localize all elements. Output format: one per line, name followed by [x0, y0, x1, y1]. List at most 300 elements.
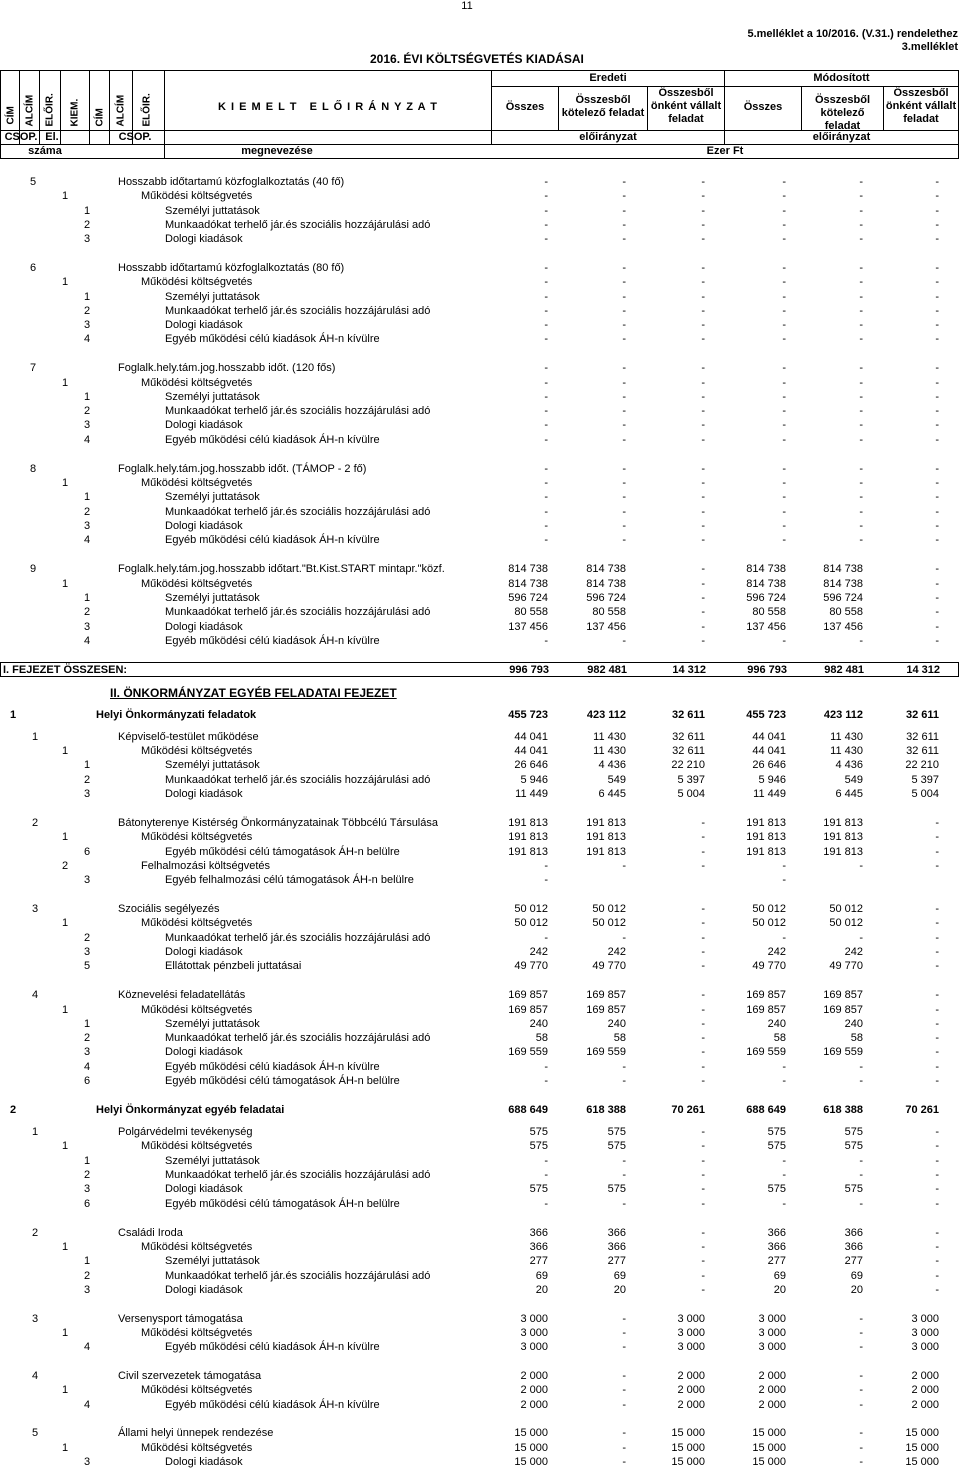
- row-value: -: [859, 635, 863, 647]
- row-value: 44 041: [514, 745, 548, 757]
- row-value: 814 738: [823, 563, 863, 575]
- table-row: [0, 860, 960, 874]
- row-value: 455 723: [746, 709, 786, 721]
- row-value: 366: [607, 1227, 626, 1239]
- row-value: 49 770: [752, 960, 786, 972]
- row-value: 575: [529, 1183, 548, 1195]
- table-row: [0, 1032, 960, 1046]
- row-value: -: [622, 333, 626, 345]
- row-value: 366: [844, 1241, 863, 1253]
- row-value: -: [701, 621, 705, 633]
- row-value: 2 000: [520, 1384, 548, 1396]
- row-value: -: [935, 1018, 939, 1030]
- row-value: 50 012: [592, 917, 626, 929]
- row-value: 169 857: [746, 989, 786, 1001]
- table-row: [0, 874, 960, 888]
- row-value: -: [701, 1270, 705, 1282]
- row-value: 5 004: [677, 788, 705, 800]
- row-value: -: [935, 333, 939, 345]
- row-value: 5 946: [758, 774, 786, 786]
- row-value: -: [544, 874, 548, 886]
- table-row: [0, 578, 960, 592]
- row-value: 575: [607, 1183, 626, 1195]
- row-value: -: [782, 635, 786, 647]
- row-value: 49 770: [592, 960, 626, 972]
- row-value: 169 857: [823, 989, 863, 1001]
- row-value: 240: [844, 1018, 863, 1030]
- row-name: Egyéb működési célú kiadások ÁH-n kívülre: [165, 1061, 380, 1073]
- row-value: -: [544, 1061, 548, 1073]
- table-row: [0, 1399, 960, 1413]
- row-value: -: [782, 874, 786, 886]
- row-value: -: [622, 305, 626, 317]
- row-value: -: [544, 635, 548, 647]
- row-code: 3: [84, 874, 91, 886]
- row-name: Munkaadókat terhelő jár.és szociális hozzájárulási adó: [165, 932, 431, 944]
- header-ezer-ft: Ezer Ft: [706, 145, 744, 157]
- row-value: 15 000: [905, 1427, 939, 1439]
- row-code: 3: [84, 1046, 91, 1058]
- row-value: -: [782, 1169, 786, 1181]
- row-name: Családi Iroda: [118, 1227, 183, 1239]
- row-value: -: [701, 1046, 705, 1058]
- row-value: 137 456: [746, 621, 786, 633]
- row-code: 1: [62, 917, 69, 929]
- row-value: -: [859, 262, 863, 274]
- header-alcim-2: ALCÍM: [115, 94, 127, 127]
- row-value: -: [701, 817, 705, 829]
- row-value: 423 112: [823, 709, 863, 721]
- row-value: 58: [850, 1032, 863, 1044]
- row-value: -: [782, 419, 786, 431]
- row-value: -: [782, 434, 786, 446]
- table-row: [0, 759, 960, 773]
- row-value: 80 558: [752, 606, 786, 618]
- row-value: 26 646: [752, 759, 786, 771]
- row-name: Dologi kiadások: [165, 946, 243, 958]
- row-value: 70 261: [671, 1104, 705, 1116]
- table-row: [0, 1155, 960, 1169]
- table-row: [0, 903, 960, 917]
- row-value: -: [782, 291, 786, 303]
- row-value: -: [935, 592, 939, 604]
- row-value: -: [782, 932, 786, 944]
- row-value: -: [782, 491, 786, 503]
- row-value: 191 813: [746, 831, 786, 843]
- table-row: [0, 1075, 960, 1089]
- row-value: -: [782, 506, 786, 518]
- table-row: [0, 276, 960, 290]
- row-code: 4: [84, 1399, 91, 1411]
- row-value: -: [544, 1075, 548, 1087]
- row-value: 2 000: [758, 1384, 786, 1396]
- row-name: Civil szervezetek támogatása: [118, 1370, 262, 1382]
- header-el: El.: [45, 131, 59, 143]
- row-value: -: [782, 1075, 786, 1087]
- row-value: -: [701, 319, 705, 331]
- row-value: 6 445: [598, 788, 626, 800]
- row-value: -: [544, 391, 548, 403]
- row-value: 50 012: [829, 903, 863, 915]
- row-name: Helyi Önkormányzat egyéb feladatai: [96, 1104, 285, 1116]
- row-value: -: [859, 333, 863, 345]
- table-row: [0, 176, 960, 190]
- chapter-total-row: [0, 662, 959, 677]
- row-value: -: [701, 477, 705, 489]
- row-name: Foglalk.hely.tám.jog.hosszabb időt. (120 fős): [118, 362, 336, 374]
- row-value: 15 000: [514, 1427, 548, 1439]
- row-value: -: [859, 319, 863, 331]
- table-row: [0, 1227, 960, 1241]
- row-value: -: [935, 176, 939, 188]
- row-value: -: [935, 520, 939, 532]
- table-header: [0, 70, 959, 159]
- row-value: 575: [607, 1140, 626, 1152]
- row-value: -: [544, 262, 548, 274]
- row-code: 6: [84, 1198, 91, 1210]
- row-value: -: [622, 391, 626, 403]
- row-value: 2 000: [911, 1399, 939, 1411]
- row-code: 2: [62, 860, 69, 872]
- row-name: Polgárvédelmi tevékenység: [118, 1126, 253, 1138]
- row-value: 3 000: [911, 1313, 939, 1325]
- row-value: -: [859, 276, 863, 288]
- row-value: -: [544, 534, 548, 546]
- row-value: -: [935, 1155, 939, 1167]
- row-value: -: [622, 1427, 626, 1439]
- row-code: 2: [84, 1169, 91, 1181]
- header-osszes-1: Összes: [505, 101, 545, 113]
- row-value: 58: [613, 1032, 626, 1044]
- row-value: 15 000: [752, 1427, 786, 1439]
- row-code: 2: [84, 219, 91, 231]
- row-value: -: [701, 903, 705, 915]
- row-value: -: [701, 563, 705, 575]
- table-row: [0, 362, 960, 376]
- row-value: -: [701, 362, 705, 374]
- row-name: Egyéb működési célú kiadások ÁH-n kívülre: [165, 434, 380, 446]
- table-row: [0, 831, 960, 845]
- row-value: -: [622, 491, 626, 503]
- row-value: 191 813: [508, 817, 548, 829]
- row-code: 1: [32, 1126, 39, 1138]
- row-value: -: [701, 960, 705, 972]
- row-value: -: [782, 860, 786, 872]
- row-value: -: [701, 917, 705, 929]
- table-row: [0, 946, 960, 960]
- row-value: 277: [844, 1255, 863, 1267]
- row-value: -: [622, 860, 626, 872]
- row-value: 15 000: [752, 1456, 786, 1468]
- row-value: -: [859, 506, 863, 518]
- row-value: -: [935, 534, 939, 546]
- row-value: -: [622, 932, 626, 944]
- row-value: -: [544, 1169, 548, 1181]
- chapter-total-label: I. FEJEZET ÖSSZESEN:: [3, 664, 128, 676]
- row-value: -: [782, 477, 786, 489]
- table-row: [0, 563, 960, 577]
- row-value: 69: [850, 1270, 863, 1282]
- row-value: 58: [773, 1032, 786, 1044]
- row-code: 2: [10, 1104, 17, 1116]
- table-row: [0, 1183, 960, 1197]
- row-value: 11 430: [593, 745, 626, 757]
- row-value: 15 000: [671, 1427, 705, 1439]
- row-value: -: [701, 233, 705, 245]
- table-row: [0, 606, 960, 620]
- row-value: -: [701, 534, 705, 546]
- row-name: Felhalmozási költségvetés: [141, 860, 271, 872]
- row-value: -: [701, 1004, 705, 1016]
- row-value: 32 611: [672, 731, 705, 743]
- row-code: 1: [32, 731, 39, 743]
- row-value: -: [622, 1341, 626, 1353]
- row-value: 688 649: [508, 1104, 548, 1116]
- row-value: -: [935, 377, 939, 389]
- row-value: -: [859, 860, 863, 872]
- row-value: 596 724: [508, 592, 548, 604]
- row-value: 69: [773, 1270, 786, 1282]
- row-code: 4: [84, 635, 91, 647]
- row-name: Munkaadókat terhelő jár.és szociális hozzájárulási adó: [165, 305, 431, 317]
- row-value: -: [935, 1004, 939, 1016]
- row-value: 366: [767, 1227, 786, 1239]
- row-value: -: [782, 219, 786, 231]
- row-name: Személyi juttatások: [165, 291, 260, 303]
- row-value: 575: [767, 1126, 786, 1138]
- row-value: 49 770: [829, 960, 863, 972]
- page-title: 2016. ÉVI KÖLTSÉGVETÉS KIADÁSAI: [370, 52, 584, 66]
- row-code: 2: [84, 305, 91, 317]
- row-value: 58: [535, 1032, 548, 1044]
- row-name: Működési költségvetés: [141, 377, 253, 389]
- total-value: 996 793: [747, 664, 787, 676]
- row-code: 2: [84, 405, 91, 417]
- row-value: -: [622, 477, 626, 489]
- row-value: -: [544, 932, 548, 944]
- header-alcim: ALCÍM: [24, 94, 36, 127]
- row-name: Foglalk.hely.tám.jog.hosszabb időt. (TÁMOP - 2 fő): [118, 463, 367, 475]
- row-value: -: [701, 262, 705, 274]
- row-value: -: [544, 305, 548, 317]
- row-code: 3: [84, 621, 91, 633]
- row-code: 1: [62, 1327, 69, 1339]
- row-code: 1: [62, 276, 69, 288]
- table-row: [0, 491, 960, 505]
- row-value: 366: [529, 1241, 548, 1253]
- row-value: -: [701, 1169, 705, 1181]
- table-row: [0, 1284, 960, 1298]
- row-value: -: [935, 1061, 939, 1073]
- header-eloir-2: ELŐIR.: [141, 93, 153, 127]
- row-name: Egyéb működési célú kiadások ÁH-n kívülre: [165, 635, 380, 647]
- row-value: -: [935, 1046, 939, 1058]
- row-value: -: [544, 506, 548, 518]
- row-value: -: [544, 333, 548, 345]
- row-value: 169 559: [823, 1046, 863, 1058]
- row-value: -: [622, 1061, 626, 1073]
- row-code: 3: [84, 1284, 91, 1296]
- row-value: 44 041: [514, 731, 548, 743]
- row-value: 191 813: [586, 846, 626, 858]
- row-value: -: [935, 917, 939, 929]
- chapter-2-title: II. ÖNKORMÁNYZAT EGYÉB FELADATAI FEJEZET: [110, 686, 397, 700]
- row-code: 1: [62, 578, 69, 590]
- row-value: -: [701, 831, 705, 843]
- row-name: Köznevelési feladatellátás: [118, 989, 246, 1001]
- row-value: -: [544, 219, 548, 231]
- table-row: [0, 1270, 960, 1284]
- table-row: [0, 1018, 960, 1032]
- row-name: Munkaadókat terhelő jár.és szociális hozzájárulási adó: [165, 1169, 431, 1181]
- header-megnevezese: megnevezése: [241, 145, 313, 157]
- row-code: 8: [30, 463, 37, 475]
- row-code: 2: [84, 506, 91, 518]
- row-value: 3 000: [758, 1341, 786, 1353]
- table-row: [0, 932, 960, 946]
- row-value: -: [859, 1442, 863, 1454]
- row-value: 2 000: [677, 1384, 705, 1396]
- row-code: 1: [84, 291, 91, 303]
- row-value: -: [935, 635, 939, 647]
- row-name: Munkaadókat terhelő jár.és szociális hozzájárulási adó: [165, 506, 431, 518]
- row-value: -: [935, 1075, 939, 1087]
- row-value: -: [701, 1061, 705, 1073]
- table-row: [0, 434, 960, 448]
- row-name: Személyi juttatások: [165, 592, 260, 604]
- row-value: 242: [844, 946, 863, 958]
- row-value: 5 004: [911, 788, 939, 800]
- row-value: 596 724: [746, 592, 786, 604]
- row-value: 366: [607, 1241, 626, 1253]
- row-name: Személyi juttatások: [165, 1155, 260, 1167]
- row-value: 814 738: [508, 563, 548, 575]
- row-value: 191 813: [508, 831, 548, 843]
- row-code: 2: [32, 1227, 39, 1239]
- row-value: -: [935, 1126, 939, 1138]
- table-row: [0, 731, 960, 745]
- row-value: 15 000: [905, 1456, 939, 1468]
- header-onkent-1: Összesből önként vállalt feladat: [650, 87, 722, 125]
- row-value: -: [544, 491, 548, 503]
- row-value: 575: [529, 1126, 548, 1138]
- row-value: -: [859, 233, 863, 245]
- table-row: [0, 1255, 960, 1269]
- row-value: -: [859, 176, 863, 188]
- row-value: -: [935, 1227, 939, 1239]
- row-value: 15 000: [514, 1442, 548, 1454]
- header-modositott: Módosított: [813, 72, 870, 84]
- row-value: 69: [535, 1270, 548, 1282]
- table-row: [0, 477, 960, 491]
- row-name: Személyi juttatások: [165, 491, 260, 503]
- row-value: -: [859, 291, 863, 303]
- row-code: 1: [84, 592, 91, 604]
- row-value: 5 946: [520, 774, 548, 786]
- table-row: [0, 788, 960, 802]
- row-code: 5: [84, 960, 91, 972]
- row-name: Működési költségvetés: [141, 1442, 253, 1454]
- row-value: 80 558: [829, 606, 863, 618]
- row-value: -: [622, 1456, 626, 1468]
- row-name: Dologi kiadások: [165, 1183, 243, 1195]
- row-value: -: [859, 932, 863, 944]
- row-value: 80 558: [514, 606, 548, 618]
- row-value: -: [782, 176, 786, 188]
- row-value: 423 112: [586, 709, 626, 721]
- row-value: 11 449: [753, 788, 786, 800]
- row-value: 137 456: [508, 621, 548, 633]
- header-eloir: ELŐIR.: [44, 93, 56, 127]
- row-value: -: [701, 291, 705, 303]
- table-row: [0, 1241, 960, 1255]
- row-value: -: [782, 233, 786, 245]
- row-code: 3: [84, 1456, 91, 1468]
- header-kotelezo-1: Összesből kötelező feladat: [561, 94, 645, 119]
- row-value: 191 813: [586, 831, 626, 843]
- row-value: -: [935, 1241, 939, 1253]
- row-value: -: [622, 434, 626, 446]
- row-value: 814 738: [586, 563, 626, 575]
- row-name: Dologi kiadások: [165, 520, 243, 532]
- row-name: Működési költségvetés: [141, 578, 253, 590]
- row-value: 3 000: [520, 1327, 548, 1339]
- row-value: -: [701, 190, 705, 202]
- row-value: 5 397: [677, 774, 705, 786]
- row-value: -: [622, 635, 626, 647]
- row-value: -: [782, 362, 786, 374]
- row-value: 814 738: [586, 578, 626, 590]
- row-value: -: [935, 1270, 939, 1282]
- row-value: 15 000: [752, 1442, 786, 1454]
- row-value: -: [701, 305, 705, 317]
- row-value: -: [935, 319, 939, 331]
- total-value: 996 793: [509, 664, 549, 676]
- row-value: -: [935, 606, 939, 618]
- row-code: 6: [30, 262, 37, 274]
- table-row: [0, 1169, 960, 1183]
- header-cim-2: CÍM: [94, 108, 106, 127]
- row-name: Működési költségvetés: [141, 1004, 253, 1016]
- row-name: Működési költségvetés: [141, 745, 253, 757]
- row-name: Munkaadókat terhelő jár.és szociális hozzájárulási adó: [165, 606, 431, 618]
- annex-line-2: 3.melléklet: [901, 41, 958, 53]
- row-value: -: [622, 205, 626, 217]
- table-row: [0, 846, 960, 860]
- row-value: -: [935, 1255, 939, 1267]
- table-row: [0, 1442, 960, 1456]
- row-value: 191 813: [508, 846, 548, 858]
- row-value: -: [859, 491, 863, 503]
- row-value: -: [701, 491, 705, 503]
- row-value: -: [622, 1384, 626, 1396]
- row-value: -: [622, 405, 626, 417]
- row-value: -: [622, 1327, 626, 1339]
- row-value: 549: [844, 774, 863, 786]
- row-value: 2 000: [758, 1370, 786, 1382]
- row-value: 32 611: [671, 709, 705, 721]
- total-value: 982 481: [824, 664, 864, 676]
- row-value: -: [782, 1061, 786, 1073]
- row-code: 2: [84, 1270, 91, 1282]
- total-value: 982 481: [587, 664, 627, 676]
- row-code: 5: [32, 1427, 39, 1439]
- row-name: Egyéb felhalmozási célú támogatások ÁH-n belülre: [165, 874, 414, 886]
- row-value: -: [544, 190, 548, 202]
- row-value: 3 000: [758, 1313, 786, 1325]
- row-value: -: [782, 520, 786, 532]
- page-number: 11: [461, 0, 473, 12]
